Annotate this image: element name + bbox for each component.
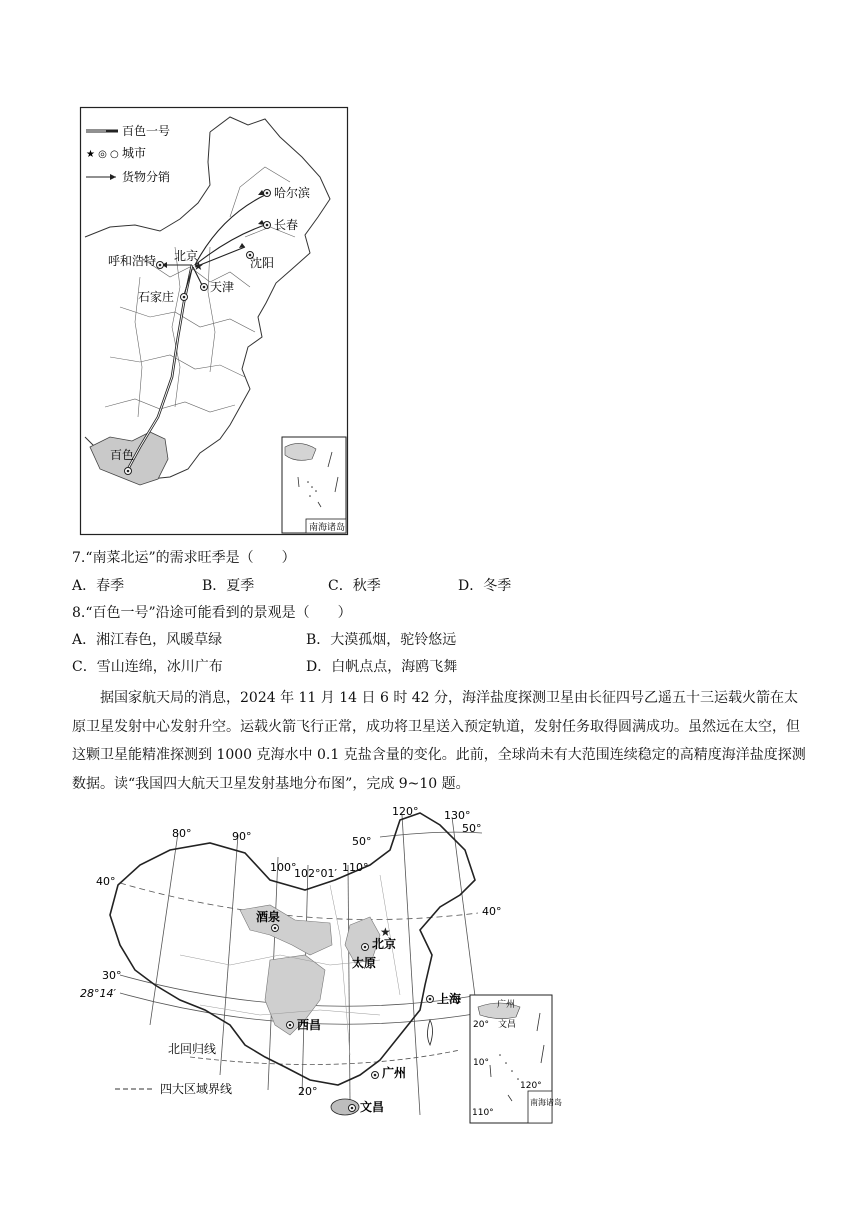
- base-label: 酒泉: [256, 910, 281, 924]
- map2-inset: [470, 995, 562, 1123]
- inset-label: 南海诸岛: [309, 523, 346, 533]
- city-label: 北京: [174, 249, 199, 263]
- boundary-label: 四大区域界线: [160, 1082, 233, 1096]
- map1-inset: [282, 437, 346, 533]
- beijing-star-icon: ★: [380, 925, 391, 939]
- inset-label: 20°: [473, 1020, 489, 1030]
- inset-label: 10°: [473, 1058, 489, 1068]
- beijing-star-icon: ★: [193, 259, 204, 273]
- base-label: 文昌: [360, 1100, 385, 1114]
- city-label: 石家庄: [138, 290, 175, 304]
- inset-label: 110°: [472, 1108, 494, 1118]
- question-7-option: B．夏季: [202, 578, 255, 594]
- base-label: 上海: [437, 992, 462, 1006]
- base-label: 广州: [382, 1066, 407, 1080]
- longitude-label: 100°: [270, 861, 297, 874]
- city-label: 百色: [110, 448, 135, 462]
- tropic-label: 北回归线: [168, 1042, 217, 1056]
- longitude-label: 130°: [444, 809, 471, 822]
- map2-legend: [115, 1041, 232, 1096]
- latitude-label: 20°: [298, 1085, 318, 1098]
- latitude-label: 30°: [102, 969, 122, 982]
- city-label: 沈阳: [250, 256, 275, 270]
- latitude-label: 40°: [96, 875, 116, 888]
- question-7-option: C．秋季: [328, 578, 381, 594]
- question-8-stem: 8.“百色一号”沿途可能看到的景观是（ ）: [72, 605, 352, 621]
- vegetable-distribution-map: [80, 107, 348, 535]
- longitude-label: 90°: [232, 830, 252, 843]
- longitude-label: 80°: [172, 827, 192, 840]
- city-label: 哈尔滨: [274, 186, 311, 200]
- base-label: 太原: [352, 956, 377, 970]
- passage-text: 据国家航天局的消息，2024 年 11 月 14 日 6 时 42 分，海洋盐度探测卫星由长征四号乙遥五十三运载火箭在太原卫星发射中心发射升空。运载火箭飞行正常，成功将卫星送入预定轨道，发射任务取得圆满成功。虽然远在太空，但这颗卫星能精准探测到 1000 克海水中 0.1 克盐含量的变化。此前，全球尚未有大范围连续稳定的高精度海洋盐度探测数据。读“我国四大航天卫星发射基地分布图”，完成 9~10 题。: [72, 690, 806, 792]
- legend-city-label: 城市: [122, 146, 147, 160]
- legend-line-label: 百色一号: [122, 124, 171, 138]
- question-7-stem: 7.“南菜北运”的需求旺季是（ ）: [72, 550, 296, 566]
- question-8-option: B．大漠孤烟，驼铃悠远: [306, 632, 457, 648]
- longitude-label: 120°: [392, 805, 419, 818]
- inset-name: 南海诸岛: [530, 1098, 562, 1107]
- legend-city-symbols: ★ ◎ ○: [86, 149, 119, 160]
- question-8-option: C．雪山连绵，冰川广布: [72, 659, 223, 675]
- question-8-option: A．湘江春色，风暖草绿: [72, 632, 223, 648]
- city-label: 天津: [210, 280, 235, 294]
- city-label: 长春: [274, 218, 299, 232]
- question-7-option: A．春季: [72, 578, 125, 594]
- question-8-option: D．白帆点点，海鸥飞舞: [306, 659, 458, 675]
- latitude-label: 50°: [352, 835, 372, 848]
- launch-base-map: [80, 795, 562, 1125]
- latitude-label: 40°: [482, 905, 502, 918]
- longitude-label: 102°01′: [294, 867, 337, 880]
- inset-city: 文昌: [498, 1020, 517, 1030]
- legend-arrow-label: 货物分销: [122, 170, 171, 184]
- latitude-label: 50°: [462, 822, 482, 835]
- latitude-label: 28°14′: [80, 987, 116, 1000]
- base-label: 北京: [372, 937, 397, 951]
- longitude-label: 110°: [342, 861, 369, 874]
- inset-city: 广州: [497, 1000, 516, 1010]
- city-label: 呼和浩特: [108, 254, 157, 268]
- base-label: 西昌: [297, 1018, 322, 1032]
- inset-label: 120°: [520, 1081, 542, 1091]
- question-7-option: D．冬季: [458, 578, 512, 594]
